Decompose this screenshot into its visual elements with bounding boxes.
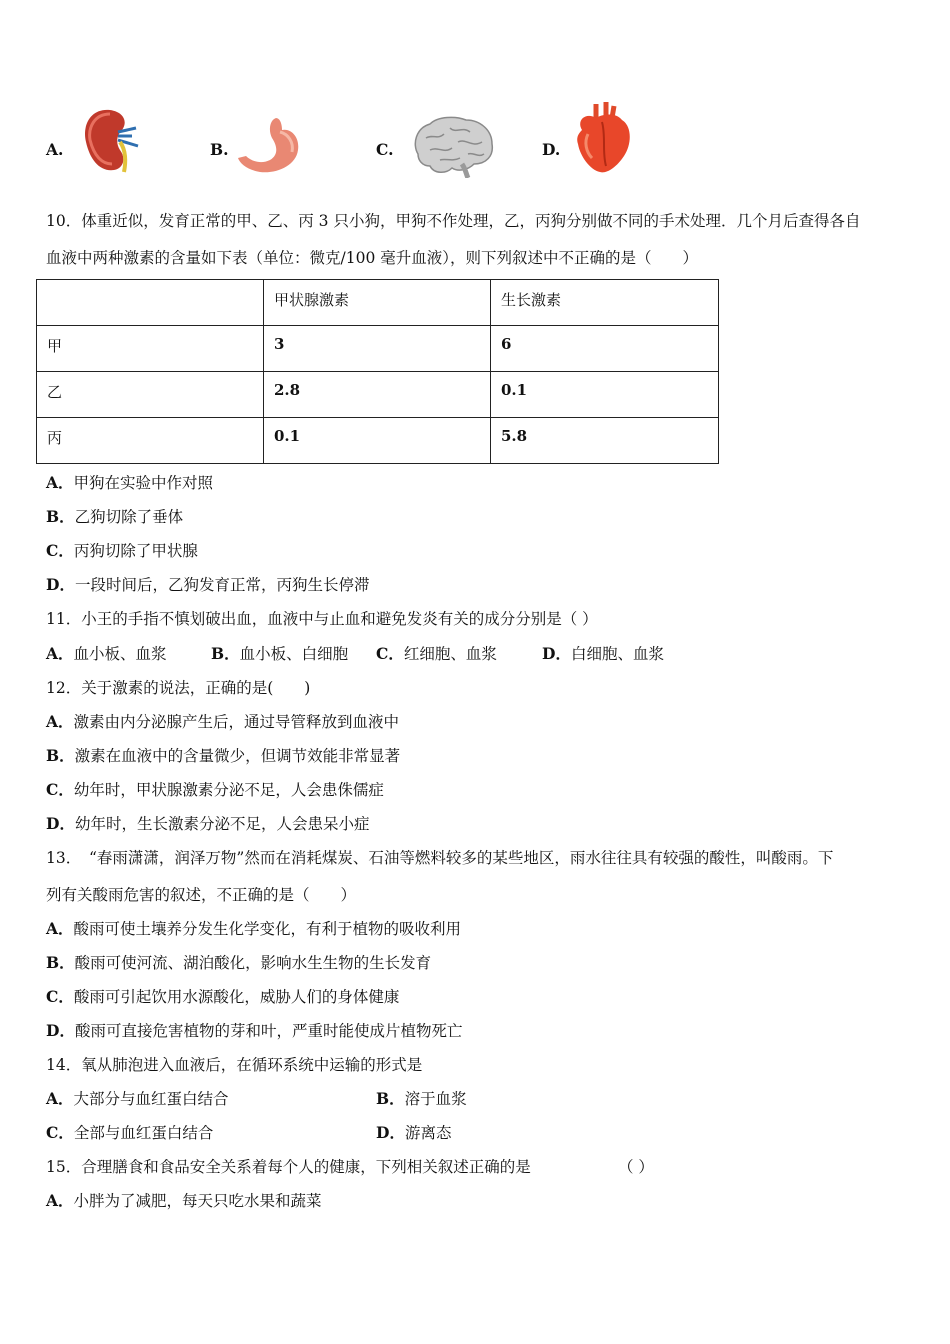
q14-option-a[interactable] [46, 1089, 229, 1109]
option-label: A． [46, 1089, 74, 1108]
option-text: 酸雨可使河流、湖泊酸化，影响水生生物的生长发育 [74, 954, 432, 972]
table-cell: 0.1 [491, 372, 719, 418]
option-label: D． [376, 1123, 405, 1142]
option-label: D． [46, 575, 75, 594]
table-header-cell: 甲状腺激素 [264, 280, 491, 326]
hormone-table [36, 279, 719, 464]
option-label: C． [46, 1123, 74, 1142]
question-11-stem: 11．小王的手指不慎划破出血，血液中与止血和避免发炎有关的成分分别是（ ） [46, 610, 598, 628]
q12-option-b[interactable] [46, 746, 400, 766]
option-text: 幼年时，甲状腺激素分泌不足，人会患侏儒症 [73, 781, 384, 799]
option-text: 溶于血浆 [404, 1090, 467, 1108]
heart-icon [572, 100, 634, 176]
question-15-stem: 15．合理膳食和食品安全关系着每个人的健康，下列相关叙述正确的是 [46, 1158, 531, 1176]
option-label: D. [542, 140, 561, 159]
table-header-row [37, 280, 719, 326]
table-cell: 5.8 [491, 418, 719, 464]
q14-option-c[interactable] [46, 1123, 213, 1143]
q10-option-b[interactable] [46, 507, 183, 527]
question-13-stem-line2: 列有关酸雨危害的叙述，不正确的是（ ） [46, 886, 357, 904]
q12-option-d[interactable] [46, 814, 369, 834]
question-13-stem-line1: 13． “春雨潇潇，润泽万物”然而在消耗煤炭、石油等燃料较多的某些地区，雨水往往具有较强的酸性，叫酸雨。下 [46, 849, 834, 867]
table-cell: 乙 [37, 372, 264, 418]
option-text: 丙狗切除了甲状腺 [73, 542, 198, 560]
option-label: A． [46, 1191, 74, 1210]
option-text: 大部分与血红蛋白结合 [73, 1090, 229, 1108]
option-text: 白细胞、血浆 [570, 645, 664, 663]
table-cell: 丙 [37, 418, 264, 464]
option-label: C. [376, 140, 394, 159]
option-label: D． [46, 814, 75, 833]
q10-option-c[interactable] [46, 541, 198, 561]
q14-option-d[interactable] [376, 1123, 451, 1143]
option-text: 红细胞、血浆 [403, 645, 497, 663]
option-text: 酸雨可使土壤养分发生化学变化，有利于植物的吸收利用 [73, 920, 462, 938]
option-text: 游离态 [404, 1124, 452, 1142]
answer-blank: （ ） [618, 1158, 654, 1176]
table-cell: 0.1 [264, 418, 491, 464]
option-label: C． [376, 644, 404, 663]
q11-option-c[interactable] [376, 644, 497, 664]
q10-option-a[interactable] [46, 473, 213, 493]
kidney-icon [80, 106, 142, 176]
option-label: A． [46, 644, 74, 663]
table-row [37, 418, 719, 464]
table-header-cell: 生长激素 [491, 280, 719, 326]
option-label: D． [542, 644, 571, 663]
q11-option-a[interactable] [46, 644, 167, 664]
option-text: 一段时间后，乙狗发育正常，丙狗生长停滞 [74, 576, 370, 594]
option-text: 全部与血红蛋白结合 [73, 1124, 214, 1142]
option-text: 幼年时，生长激素分泌不足，人会患呆小症 [74, 815, 370, 833]
option-text: 甲狗在实验中作对照 [73, 474, 214, 492]
table-cell: 甲 [37, 326, 264, 372]
question-12-stem: 12．关于激素的说法，正确的是( ) [46, 679, 311, 697]
option-text: 血小板、血浆 [73, 645, 167, 663]
q13-option-c[interactable] [46, 987, 399, 1007]
q11-option-d[interactable] [542, 644, 664, 664]
q13-option-d[interactable] [46, 1021, 462, 1041]
table-row [37, 372, 719, 418]
q14-option-b[interactable] [376, 1089, 467, 1109]
option-label: A． [46, 473, 74, 492]
option-text: 酸雨可引起饮用水源酸化，威胁人们的身体健康 [73, 988, 400, 1006]
option-label: B． [211, 644, 240, 663]
option-text: 乙狗切除了垂体 [74, 508, 184, 526]
table-cell: 3 [264, 326, 491, 372]
option-text: 血小板、白细胞 [239, 645, 349, 663]
option-label: A. [46, 140, 64, 159]
option-text: 酸雨可直接危害植物的芽和叶，严重时能使成片植物死亡 [74, 1022, 463, 1040]
brain-icon [410, 114, 496, 178]
option-text: 小胖为了减肥，每天只吃水果和蔬菜 [73, 1192, 322, 1210]
option-label: C． [46, 987, 74, 1006]
q13-option-a[interactable] [46, 919, 461, 939]
question-10-stem-line1: 10．体重近似，发育正常的甲、乙、丙 3 只小狗，甲狗不作处理，乙，丙狗分别做不同的手术处理．几个月后查得各自 [46, 212, 861, 230]
q11-option-b[interactable] [211, 644, 348, 664]
table-header-cell [37, 280, 264, 326]
q12-option-c[interactable] [46, 780, 384, 800]
table-cell: 6 [491, 326, 719, 372]
option-text: 激素在血液中的含量微少，但调节效能非常显著 [74, 747, 401, 765]
table-row [37, 326, 719, 372]
option-label: A． [46, 919, 74, 938]
table-cell: 2.8 [264, 372, 491, 418]
option-text: 激素由内分泌腺产生后，通过导管释放到血液中 [73, 713, 400, 731]
option-label: C． [46, 541, 74, 560]
option-label: B． [46, 953, 75, 972]
question-10-stem-line2: 血液中两种激素的含量如下表（单位：微克/100 毫升血液），则下列叙述中不正确的是（ ） [46, 249, 698, 267]
option-label: B． [46, 746, 75, 765]
q12-option-a[interactable] [46, 712, 399, 732]
q9-image-options [46, 118, 746, 188]
q15-option-a[interactable] [46, 1191, 322, 1211]
option-label: B． [46, 507, 75, 526]
option-label: C． [46, 780, 74, 799]
q13-option-b[interactable] [46, 953, 431, 973]
stomach-icon [236, 114, 306, 176]
option-label: A． [46, 712, 74, 731]
option-label: B． [376, 1089, 405, 1108]
option-label: B. [210, 140, 229, 159]
option-label: D． [46, 1021, 75, 1040]
q10-option-d[interactable] [46, 575, 369, 595]
question-14-stem: 14．氧从肺泡进入血液后，在循环系统中运输的形式是 [46, 1056, 423, 1074]
